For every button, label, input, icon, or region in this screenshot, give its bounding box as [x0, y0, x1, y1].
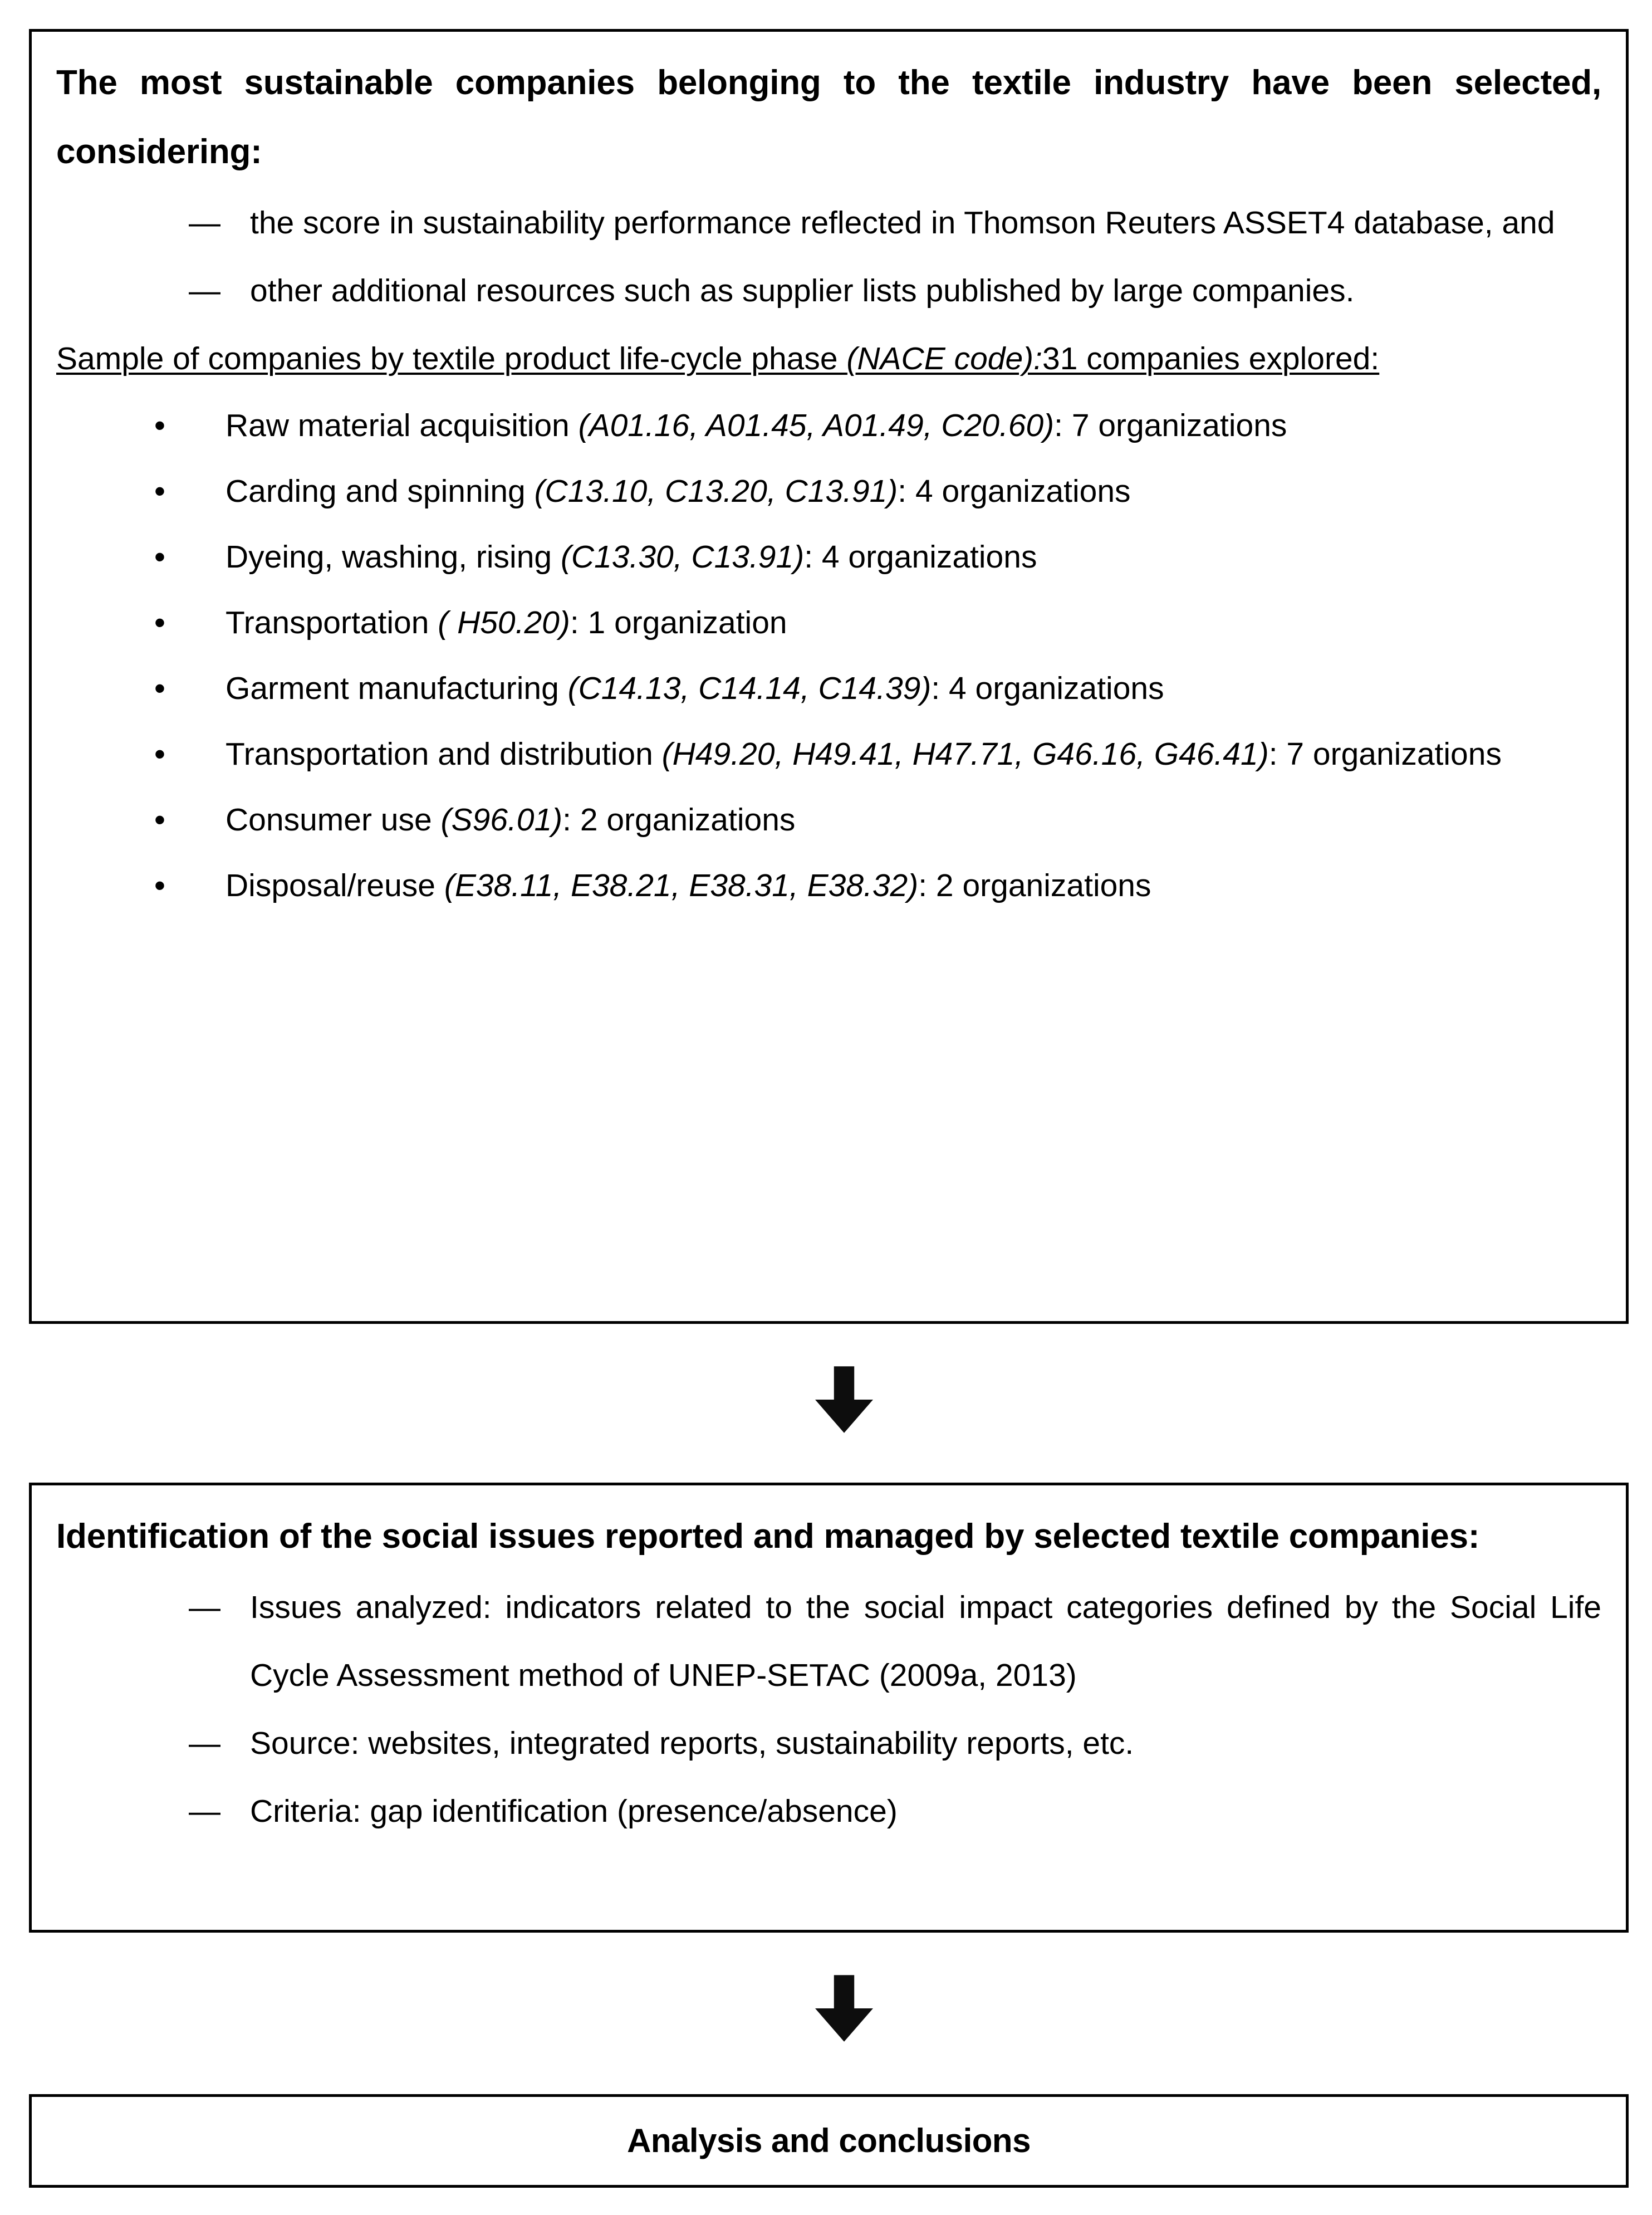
phase-count: : 2 organizations [918, 868, 1151, 903]
selection-criteria-box [29, 29, 1629, 1324]
phase-nace-codes: (C13.30, C13.91) [560, 539, 805, 575]
analysis-label: Analysis and conclusions [627, 2122, 1031, 2159]
criteria-text: the score in sustainability performance reflected in Thomson Reuters ASSET4 database, and [250, 205, 1555, 241]
lifecycle-phase-item [154, 393, 1601, 458]
phase-nace-codes: ( H50.20) [438, 605, 570, 640]
lifecycle-phase-item [154, 458, 1601, 524]
criteria-item [189, 257, 1601, 325]
phase-label: Consumer use [226, 802, 441, 838]
em-dash-marker: — [189, 1590, 220, 1625]
identification-item [189, 1709, 1601, 1777]
nace-code-label: (NACE code): [846, 341, 1042, 376]
sample-of-companies-line [56, 325, 1601, 393]
phase-nace-codes: (A01.16, A01.45, A01.49, C20.60) [578, 408, 1055, 443]
bullet-dot-icon: • [154, 408, 165, 443]
phase-count: : 1 organization [570, 605, 787, 640]
lifecycle-phase-item [154, 590, 1601, 656]
phase-label: Transportation [226, 605, 438, 640]
selection-criteria-list [56, 189, 1601, 325]
em-dash-marker: — [189, 273, 220, 309]
identification-box [29, 1483, 1629, 1933]
bullet-dot-icon: • [154, 736, 165, 772]
phase-count: : 4 organizations [898, 473, 1131, 509]
identification-heading: Identification of the social issues reported and managed by selected textile companies: [56, 1517, 1480, 1556]
em-dash-marker: — [189, 1793, 220, 1829]
identification-item-text: Source: websites, integrated reports, sustainability reports, etc. [250, 1725, 1134, 1761]
lifecycle-phase-item [154, 787, 1601, 853]
identification-item [189, 1573, 1601, 1709]
phase-label: Carding and spinning [226, 473, 535, 509]
phase-label: Disposal/reuse [226, 868, 444, 903]
phase-label: Raw material acquisition [226, 408, 579, 443]
phase-count: : 4 organizations [931, 671, 1164, 706]
identification-item-text: Issues analyzed: indicators related to the social impact categories defined by the Social Life Cycle Assessment method of UNEP-SETAC (2009a, 2013) [250, 1590, 1601, 1693]
phase-count: : 7 organizations [1268, 736, 1502, 772]
bullet-dot-icon: • [154, 671, 165, 706]
em-dash-marker: — [189, 205, 220, 241]
criteria-text: other additional resources such as supplier lists published by large companies. [250, 273, 1355, 309]
phase-nace-codes: (S96.01) [440, 802, 563, 838]
sample-line-prefix: Sample of companies by textile product life-cycle phase [56, 341, 847, 376]
phase-label: Transportation and distribution [226, 736, 662, 772]
bullet-dot-icon: • [154, 473, 165, 509]
bullet-dot-icon: • [154, 605, 165, 640]
arrow-down-icon [808, 1363, 880, 1436]
identification-item-text: Criteria: gap identification (presence/absence) [250, 1793, 898, 1829]
phase-label: Dyeing, washing, rising [226, 539, 561, 575]
phase-count: : 4 organizations [804, 539, 1037, 575]
lifecycle-phase-item [154, 721, 1601, 787]
lifecycle-phase-list [56, 393, 1601, 918]
identification-items-list [56, 1573, 1601, 1845]
bullet-dot-icon: • [154, 868, 165, 903]
lifecycle-phase-item [154, 656, 1601, 721]
lifecycle-phase-item [154, 524, 1601, 590]
lifecycle-phase-item [154, 853, 1601, 918]
criteria-item [189, 189, 1601, 257]
phase-nace-codes: (C14.13, C14.14, C14.39) [567, 671, 932, 706]
analysis-box [29, 2094, 1629, 2188]
em-dash-marker: — [189, 1725, 220, 1761]
bullet-dot-icon: • [154, 802, 165, 838]
phase-nace-codes: (E38.11, E38.21, E38.31, E38.32) [444, 868, 919, 903]
phase-count: : 7 organizations [1054, 408, 1287, 443]
identification-item [189, 1777, 1601, 1845]
sample-line-suffix: 31 companies explored: [1042, 341, 1380, 376]
phase-label: Garment manufacturing [226, 671, 568, 706]
bullet-dot-icon: • [154, 539, 165, 575]
phase-nace-codes: (H49.20, H49.41, H47.71, G46.16, G46.41) [661, 736, 1269, 772]
selection-heading: The most sustainable companies belonging to the textile industry have been selected, considering: [56, 63, 1601, 171]
arrow-down-icon [808, 1972, 880, 2045]
phase-count: : 2 organizations [562, 802, 796, 838]
phase-nace-codes: (C13.10, C13.20, C13.91) [534, 473, 898, 509]
